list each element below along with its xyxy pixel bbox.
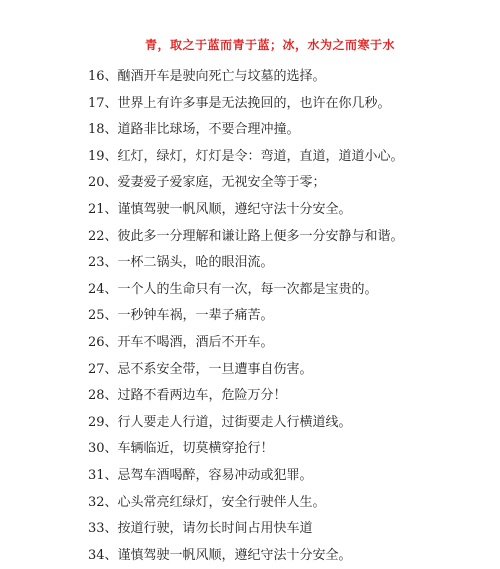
item-number: 30、 <box>88 441 118 457</box>
item-text: 心头常亮红绿灯，安全行驶伴人生。 <box>117 494 326 510</box>
item-number: 32、 <box>88 494 118 510</box>
item-number: 24、 <box>88 281 118 297</box>
item-number: 28、 <box>88 388 118 404</box>
item-number: 27、 <box>88 361 118 377</box>
item-text: 道路非比球场，不要合理冲撞。 <box>117 122 300 138</box>
list-item <box>88 490 404 517</box>
list-item <box>88 250 404 277</box>
list-item <box>88 144 404 171</box>
list-item <box>88 197 404 224</box>
list-item <box>88 303 404 330</box>
item-number: 20、 <box>88 175 118 191</box>
item-text: 按道行驶，请勿长时间占用快车道 <box>117 521 313 537</box>
item-number: 19、 <box>88 148 118 164</box>
item-number: 25、 <box>88 308 118 324</box>
item-number: 21、 <box>88 201 118 217</box>
list-item <box>88 463 404 490</box>
item-text: 行人要走人行道，过街要走人行横道线。 <box>117 414 352 430</box>
item-text: 世界上有许多事是无法挽回的，也许在你几秒。 <box>117 95 391 111</box>
item-number: 23、 <box>88 255 118 271</box>
item-number: 18、 <box>88 122 118 138</box>
item-text: 一个人的生命只有一次，每一次都是宝贵的。 <box>117 281 378 297</box>
item-text: 一秒钟车祸，一辈子痛苦。 <box>117 308 274 324</box>
item-text: 忌驾车酒喝醉，容易冲动或犯罪。 <box>117 467 313 483</box>
list-item <box>88 436 404 463</box>
list-item <box>88 410 404 437</box>
page-header: 青，取之于蓝而青于蓝；冰，水为之而寒于水 <box>144 38 395 52</box>
slogan-list <box>88 64 404 569</box>
item-number: 17、 <box>88 95 118 111</box>
item-text: 酗酒开车是驶向死亡与坟墓的选择。 <box>117 69 326 84</box>
list-item <box>88 516 404 543</box>
item-number: 22、 <box>88 228 118 244</box>
item-number: 16、 <box>88 69 118 84</box>
list-item <box>88 383 404 410</box>
list-item <box>88 277 404 304</box>
list-item <box>88 224 404 251</box>
item-number: 26、 <box>88 334 118 350</box>
item-text: 爱妻爱子爱家庭，无视安全等于零； <box>117 175 326 191</box>
item-text: 一杯二锅头，呛的眼泪流。 <box>117 255 274 271</box>
item-number: 31、 <box>88 467 118 483</box>
item-text: 谨慎驾驶一帆风顺，遵纪守法十分安全。 <box>117 201 352 217</box>
item-number: 29、 <box>88 414 118 430</box>
item-text: 彼此多一分理解和谦让路上便多一分安静与和谐。 <box>117 228 404 244</box>
item-text: 谨慎驾驶一帆风顺，遵纪守法十分安全。 <box>117 547 352 563</box>
item-text: 车辆临近，切莫横穿抢行！ <box>117 441 274 457</box>
item-text: 过路不看两边车，危险万分！ <box>117 388 287 404</box>
list-item <box>88 117 404 144</box>
list-item <box>88 543 404 569</box>
list-item <box>88 330 404 357</box>
list-item <box>88 91 404 118</box>
list-item <box>88 64 404 91</box>
item-number: 34、 <box>88 547 118 563</box>
item-text: 忌不系安全带，一旦遭事自伤害。 <box>117 361 313 377</box>
item-number: 33、 <box>88 521 118 537</box>
list-item <box>88 170 404 197</box>
item-text: 开车不喝酒，酒后不开车。 <box>117 334 274 350</box>
list-item <box>88 357 404 384</box>
item-text: 红灯，绿灯，灯灯是令：弯道，直道，道道小心。 <box>117 148 404 164</box>
